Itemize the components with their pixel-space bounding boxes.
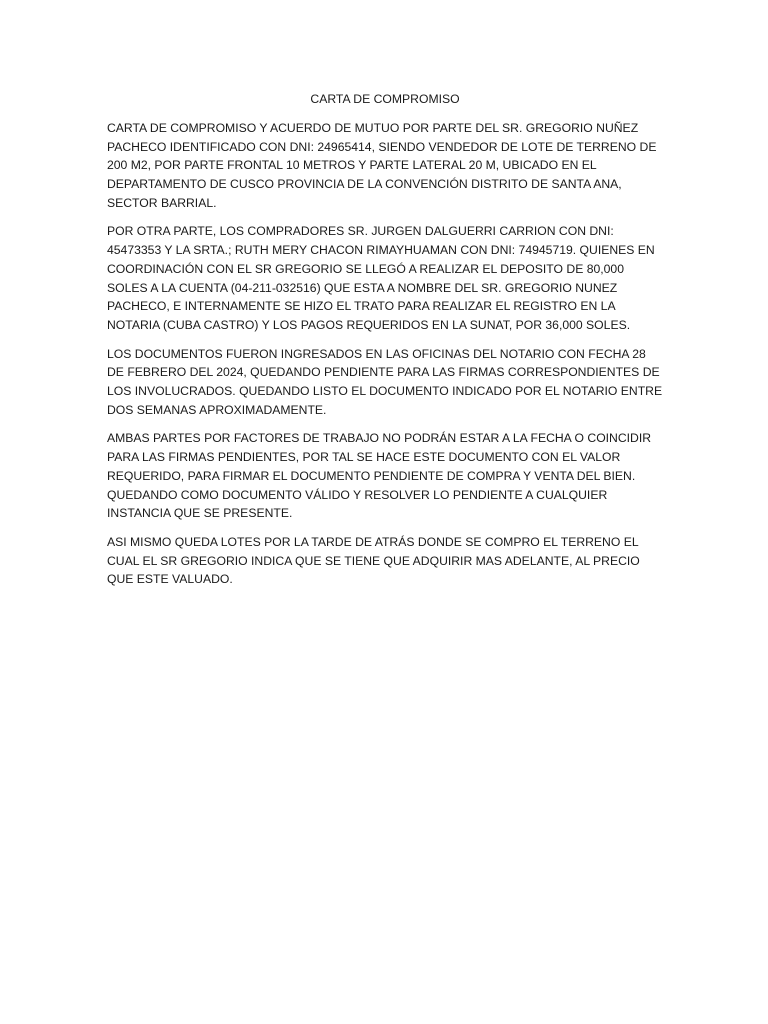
paragraph-notary: LOS DOCUMENTOS FUERON INGRESADOS EN LAS OFICINAS DEL NOTARIO CON FECHA 28 DE FEBRERO DEL 2024, QUEDANDO PENDIENTE PARA LAS FIRMAS CORRESPONDIENTES DE LOS INVOLUCRADOS. QUEDANDO LISTO EL DOCUMENTO INDICADO POR EL NOTARIO ENTRE DOS SEMANAS APROXIMADAMENTE.	[107, 346, 663, 417]
paragraph-additional-lots: ASI MISMO QUEDA LOTES POR LA TARDE DE ATRÁS DONDE SE COMPRO EL TERRENO EL CUAL EL SR GREGORIO INDICA QUE SE TIENE QUE ADQUIRIR MAS ADELANTE, AL PRECIO QUE ESTE VALUADO.	[107, 534, 640, 587]
paragraph-agreement: AMBAS PARTES POR FACTORES DE TRABAJO NO PODRÁN ESTAR A LA FECHA O COINCIDIR PARA LAS FIRMAS PENDIENTES, POR TAL SE HACE ESTE DOCUMENTO CON EL VALOR REQUERIDO, PARA FIRMAR EL DOCUMENTO PENDIENTE DE COMPRA Y VENTA DEL BIEN. QUEDANDO COMO DOCUMENTO VÁLIDO Y RESOLVER LO PENDIENTE A CUALQUIER INSTANCIA QUE SE PRESENTE.	[107, 431, 652, 521]
document-body	[107, 90, 663, 599]
paragraph-seller: CARTA DE COMPROMISO Y ACUERDO DE MUTUO POR PARTE DEL SR. GREGORIO NUÑEZ PACHECO IDENTIFICADO CON DNI: 24965414, SIENDO VENDEDOR DE LOTE DE TERRENO DE 200 M2, POR PARTE FRONTAL 10 METROS Y PARTE LATERAL 20 M, UBICADO EN EL DEPARTAMENTO DE CUSCO PROVINCIA DE LA CONVENCIÓN DISTRITO DE SANTA ANA, SECTOR BARRIAL.	[107, 120, 657, 210]
document-title: CARTA DE COMPROMISO	[310, 92, 460, 106]
paragraph-buyers: POR OTRA PARTE, LOS COMPRADORES SR. JURGEN DALGUERRI CARRION CON DNI: 45473353 Y LA SRTA.; RUTH MERY CHACON RIMAYHUAMAN CON DNI: 74945719. QUIENES EN COORDINACIÓN CON EL SR GREGORIO SE LLEGÓ A REALIZAR EL DEPOSITO DE 80,000 SOLES A LA CUENTA (04-211-032516) QUE ESTA A NOMBRE DEL SR. GREGORIO NUNEZ PACHECO, E INTERNAMENTE SE HIZO EL TRATO PARA REALIZAR EL REGISTRO EN LA NOTARIA (CUBA CASTRO) Y LOS PAGOS REQUERIDOS EN LA SUNAT, POR 36,000 SOLES.	[107, 224, 655, 333]
